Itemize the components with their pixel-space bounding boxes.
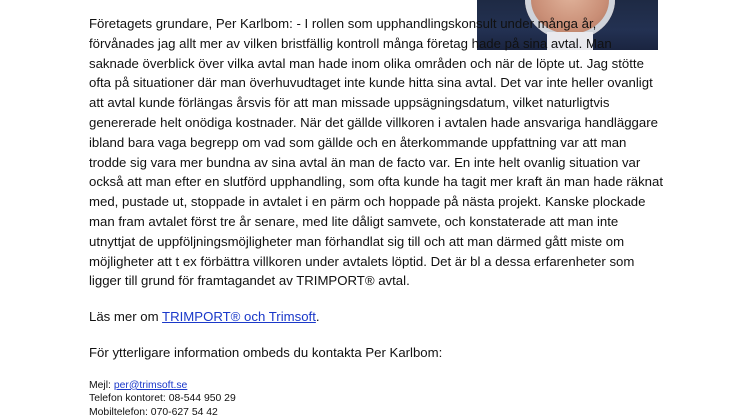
trimport-link[interactable]: TRIMPORT® och Trimsoft	[162, 309, 316, 325]
mail-label: Mejl:	[89, 379, 114, 391]
contact-details	[89, 379, 664, 419]
read-more-suffix: .	[315, 309, 320, 325]
mobile-phone: Mobiltelefon: 070-627 54 42	[89, 406, 218, 418]
email-link[interactable]: per@trimsoft.se	[113, 379, 188, 391]
contact-mail-line	[89, 379, 664, 392]
read-more-line	[89, 307, 664, 327]
founder-quote-paragraph: Företagets grundare, Per Karlbom: - I rollen som upphandlingskonsult under många år, förvånades jag allt mer av vilken bristfällig kontroll många företag hade på sina avtal. Man saknade överblick över vilka avtal man hade inom olika områden och när de löpte ut. Jag stötte ofta på situationer där man överhuvudtaget inte kunde hitta sina avtal. Det var inte heller ovanligt att avtal kunde förlängas årsvis för att man missade uppsägningsdatum, vilket naturligtvis genererade helt onödiga kostnader. När det gällde villkoren i avtalen hade ansvariga handläggare ibland bara vaga begrepp om vad som gällde och en återkommande uppfattning var att man trodde sig vara mer bundna av sina avtal än man de facto var. En inte helt ovanlig situation var också att man efter en slutförd upphandling, som ofta kunde ha tagit mer kraft än man hade räknat med, pustade ut, stoppade in avtalet i en pärm och hoppade på nästa projekt. Kanske plockade man fram avtalet först tre år senare, med lite dåligt samvete, och konstaterade att man inte utnyttjat de uppföljningsmöjligheter man förhandlat sig till och att man därmed gått miste om möjligheter att t ex förbättra villkoren under avtalets löptid. Det är bl a dessa erfarenheter som ligger till grund för framtagandet av TRIMPORT® avtal.	[89, 16, 663, 289]
article-body	[89, 14, 664, 419]
office-phone: Telefon kontoret: 08-544 950 29	[89, 393, 236, 405]
read-more-prefix: Läs mer om	[89, 309, 163, 325]
contact-intro: För ytterligare information ombeds du kontakta Per Karlbom:	[89, 344, 443, 360]
